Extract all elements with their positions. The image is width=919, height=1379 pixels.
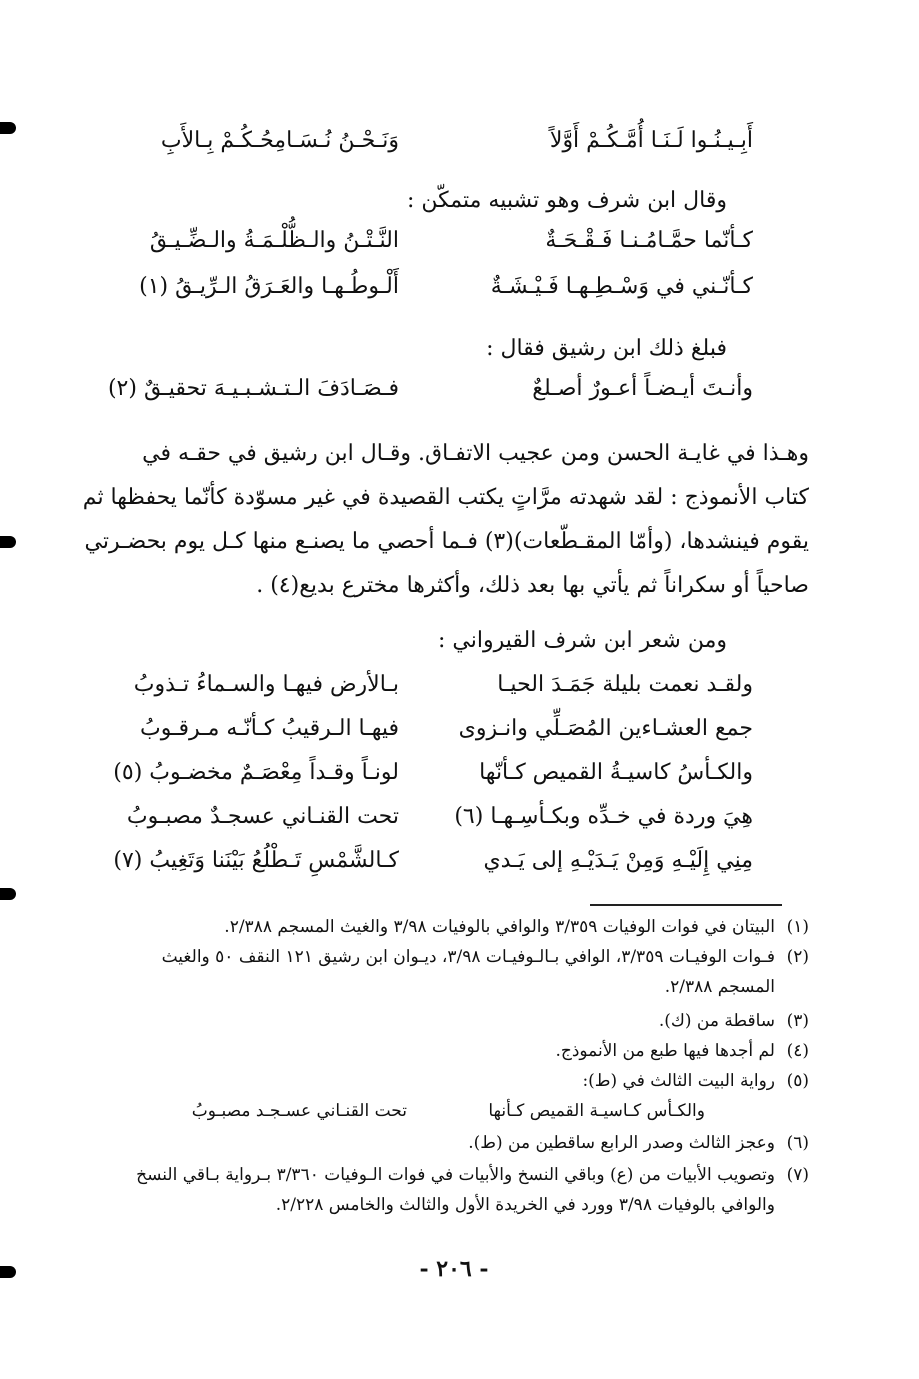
verse-second-hemistich: بـالأرض فيهـا والسـماءُ تـذوبُ bbox=[133, 672, 399, 697]
verse-first-hemistich: جمع العشـاءين المُصَـلِّي وانـزوى bbox=[458, 716, 753, 741]
footnote-text: فـوات الوفيـات ٣/٣٥٩، الوافي بـالـوفيـات ٣/٩٨، ديـوان ابن رشيق ١٢١ النقف ٥٠ والغيث bbox=[161, 947, 775, 967]
footnote-verse-first-hemistich: والكـأس كـاسيـة القميص كـأنها bbox=[488, 1101, 705, 1121]
footnote-continuation: المسجم ٢/٣٨٨. bbox=[664, 977, 775, 997]
footnote-text: البيتان في فوات الوفيات ٣/٣٥٩ والوافي بالوفيات ٣/٩٨ والغيث المسجم ٢/٣٨٨. bbox=[224, 917, 775, 937]
intro-text: فبلغ ذلك ابن رشيق فقال : bbox=[486, 336, 727, 361]
footnote-number: (٢) bbox=[786, 947, 809, 967]
footnote-text: وعجز الثالث وصدر الرابع ساقطين من (ط). bbox=[468, 1133, 775, 1153]
intro-text: وقال ابن شرف وهو تشبيه متمكّن : bbox=[406, 188, 727, 213]
verse-second-hemistich: تحت القنـاني عسجـدٌ مصبـوبُ bbox=[126, 804, 399, 829]
footnote bbox=[109, 942, 809, 972]
footnote bbox=[109, 912, 809, 942]
footnote bbox=[109, 1036, 809, 1066]
page-number: - ٢٠٦ - bbox=[419, 1256, 489, 1282]
footnote-number: (٤) bbox=[786, 1041, 809, 1061]
verse-first-hemistich: مِنِي إِلَيْـهِ وَمِنْ يَـدَيْـهِ إلى يَـدي bbox=[483, 848, 753, 873]
footnote-text: ساقطة من (ك). bbox=[658, 1011, 775, 1031]
footnote-text: وتصويب الأبيات من (ع) وباقي النسخ والأبيات في فوات الـوفيات ٣/٣٦٠ بـرواية بـاقي النسخ bbox=[136, 1165, 775, 1185]
verse-first-hemistich: ولقـد نعمت بليلة جَمَـدَ الحيـا bbox=[497, 672, 753, 697]
prose-line: كتاب الأنموذج : لقد شهدته مرَّاتٍ يكتب القصيدة في غير مسوّدة كأنّما يحفظها ثم bbox=[82, 485, 809, 510]
verse-second-hemistich: فيهـا الـرقيبُ كـأنّـه مـرقـوبُ bbox=[140, 716, 399, 741]
margin-mark bbox=[0, 536, 16, 548]
footnote-text: لم أجدها فيها طبع من الأنموذج. bbox=[555, 1041, 775, 1061]
footnote-verse-second-hemistich: تحت القنـاني عسـجـد مصبـوبُ bbox=[191, 1101, 407, 1121]
footnote bbox=[109, 1128, 809, 1158]
verse-second-hemistich: كـالشَّمْسِ تَـطْلُعُ بَيْنَنا وَتَغِيبُ (٧) bbox=[113, 848, 399, 873]
verse-second-hemistich: لونـاً وقـداً مِعْصَـمٌ مخضـوبُ (٥) bbox=[113, 760, 399, 785]
footnote-number: (١) bbox=[786, 917, 809, 937]
footnote-continuation: والوافي بالوفيات ٣/٩٨ وورد في الخريدة الأول والثالث والخامس ٢/٢٢٨. bbox=[275, 1195, 775, 1215]
prose-line: وهـذا في غايـة الحسن ومن عجيب الاتفـاق. وقـال ابن رشيق في حقـه في bbox=[142, 441, 809, 466]
footnote bbox=[109, 1160, 809, 1190]
verse-first-hemistich: أَبِـيـنُـوا لَـنَـا أُمَّـكُـمْ أَوَّلاً bbox=[549, 128, 753, 153]
verse-second-hemistich: فـصَـادَفَ الـتـشـبـيـهَ تحقيـقٌ (٢) bbox=[107, 376, 399, 401]
footnote bbox=[109, 1006, 809, 1036]
verse-second-hemistich: النَّـتْـنُ والـظُّلْـمَـةُ والـضِّـيـقُ bbox=[149, 228, 399, 253]
margin-mark bbox=[0, 888, 16, 900]
footnote-number: (٥) bbox=[786, 1071, 809, 1091]
footnote-text: رواية البيت الثالث في (ط): bbox=[582, 1071, 775, 1091]
footnote-number: (٧) bbox=[786, 1165, 809, 1185]
footnote-separator bbox=[590, 904, 782, 906]
verse-first-hemistich: كـأنّـني في وَسْـطِـهـا فَـيْـشَـةٌ bbox=[490, 274, 753, 299]
verse-second-hemistich: وَنَـحْـنُ نُـسَـامِحُـكُـمْ بِـالأَبِ bbox=[160, 128, 399, 153]
footnote-number: (٦) bbox=[786, 1133, 809, 1153]
margin-mark bbox=[0, 122, 16, 134]
footnote-number: (٣) bbox=[786, 1011, 809, 1031]
footnote bbox=[109, 1066, 809, 1096]
margin-mark bbox=[0, 1266, 16, 1278]
verse-first-hemistich: هِيَ وردة في خـدِّه وبكـأسِـهـا (٦) bbox=[454, 804, 753, 829]
prose-line: صاحياً أو سكراناً ثم يأتي بها بعد ذلك، وأكثرها مخترع بديع(٤) . bbox=[256, 573, 809, 598]
intro-text: ومن شعر ابن شرف القيرواني : bbox=[438, 628, 727, 653]
verse-first-hemistich: وأنـتَ أيـضـاً أعـورٌ أصـلعٌ bbox=[532, 376, 753, 401]
verse-second-hemistich: أَلْـوطُـهـا والعَـرَقُ الـرِّيـقُ (١) bbox=[139, 274, 399, 299]
verse-first-hemistich: كـأنّما حمَّـامُـنـا فَـقْـحَـةٌ bbox=[545, 228, 753, 253]
verse-first-hemistich: والكـأسُ كاسيـةُ القميص كـأنّها bbox=[479, 760, 753, 785]
prose-line: يقوم فينشدها، (وأمّا المقـطّعات)(٣) فـما أحصي ما يصنـع منها كـل يوم بحضـرتي bbox=[84, 529, 809, 554]
